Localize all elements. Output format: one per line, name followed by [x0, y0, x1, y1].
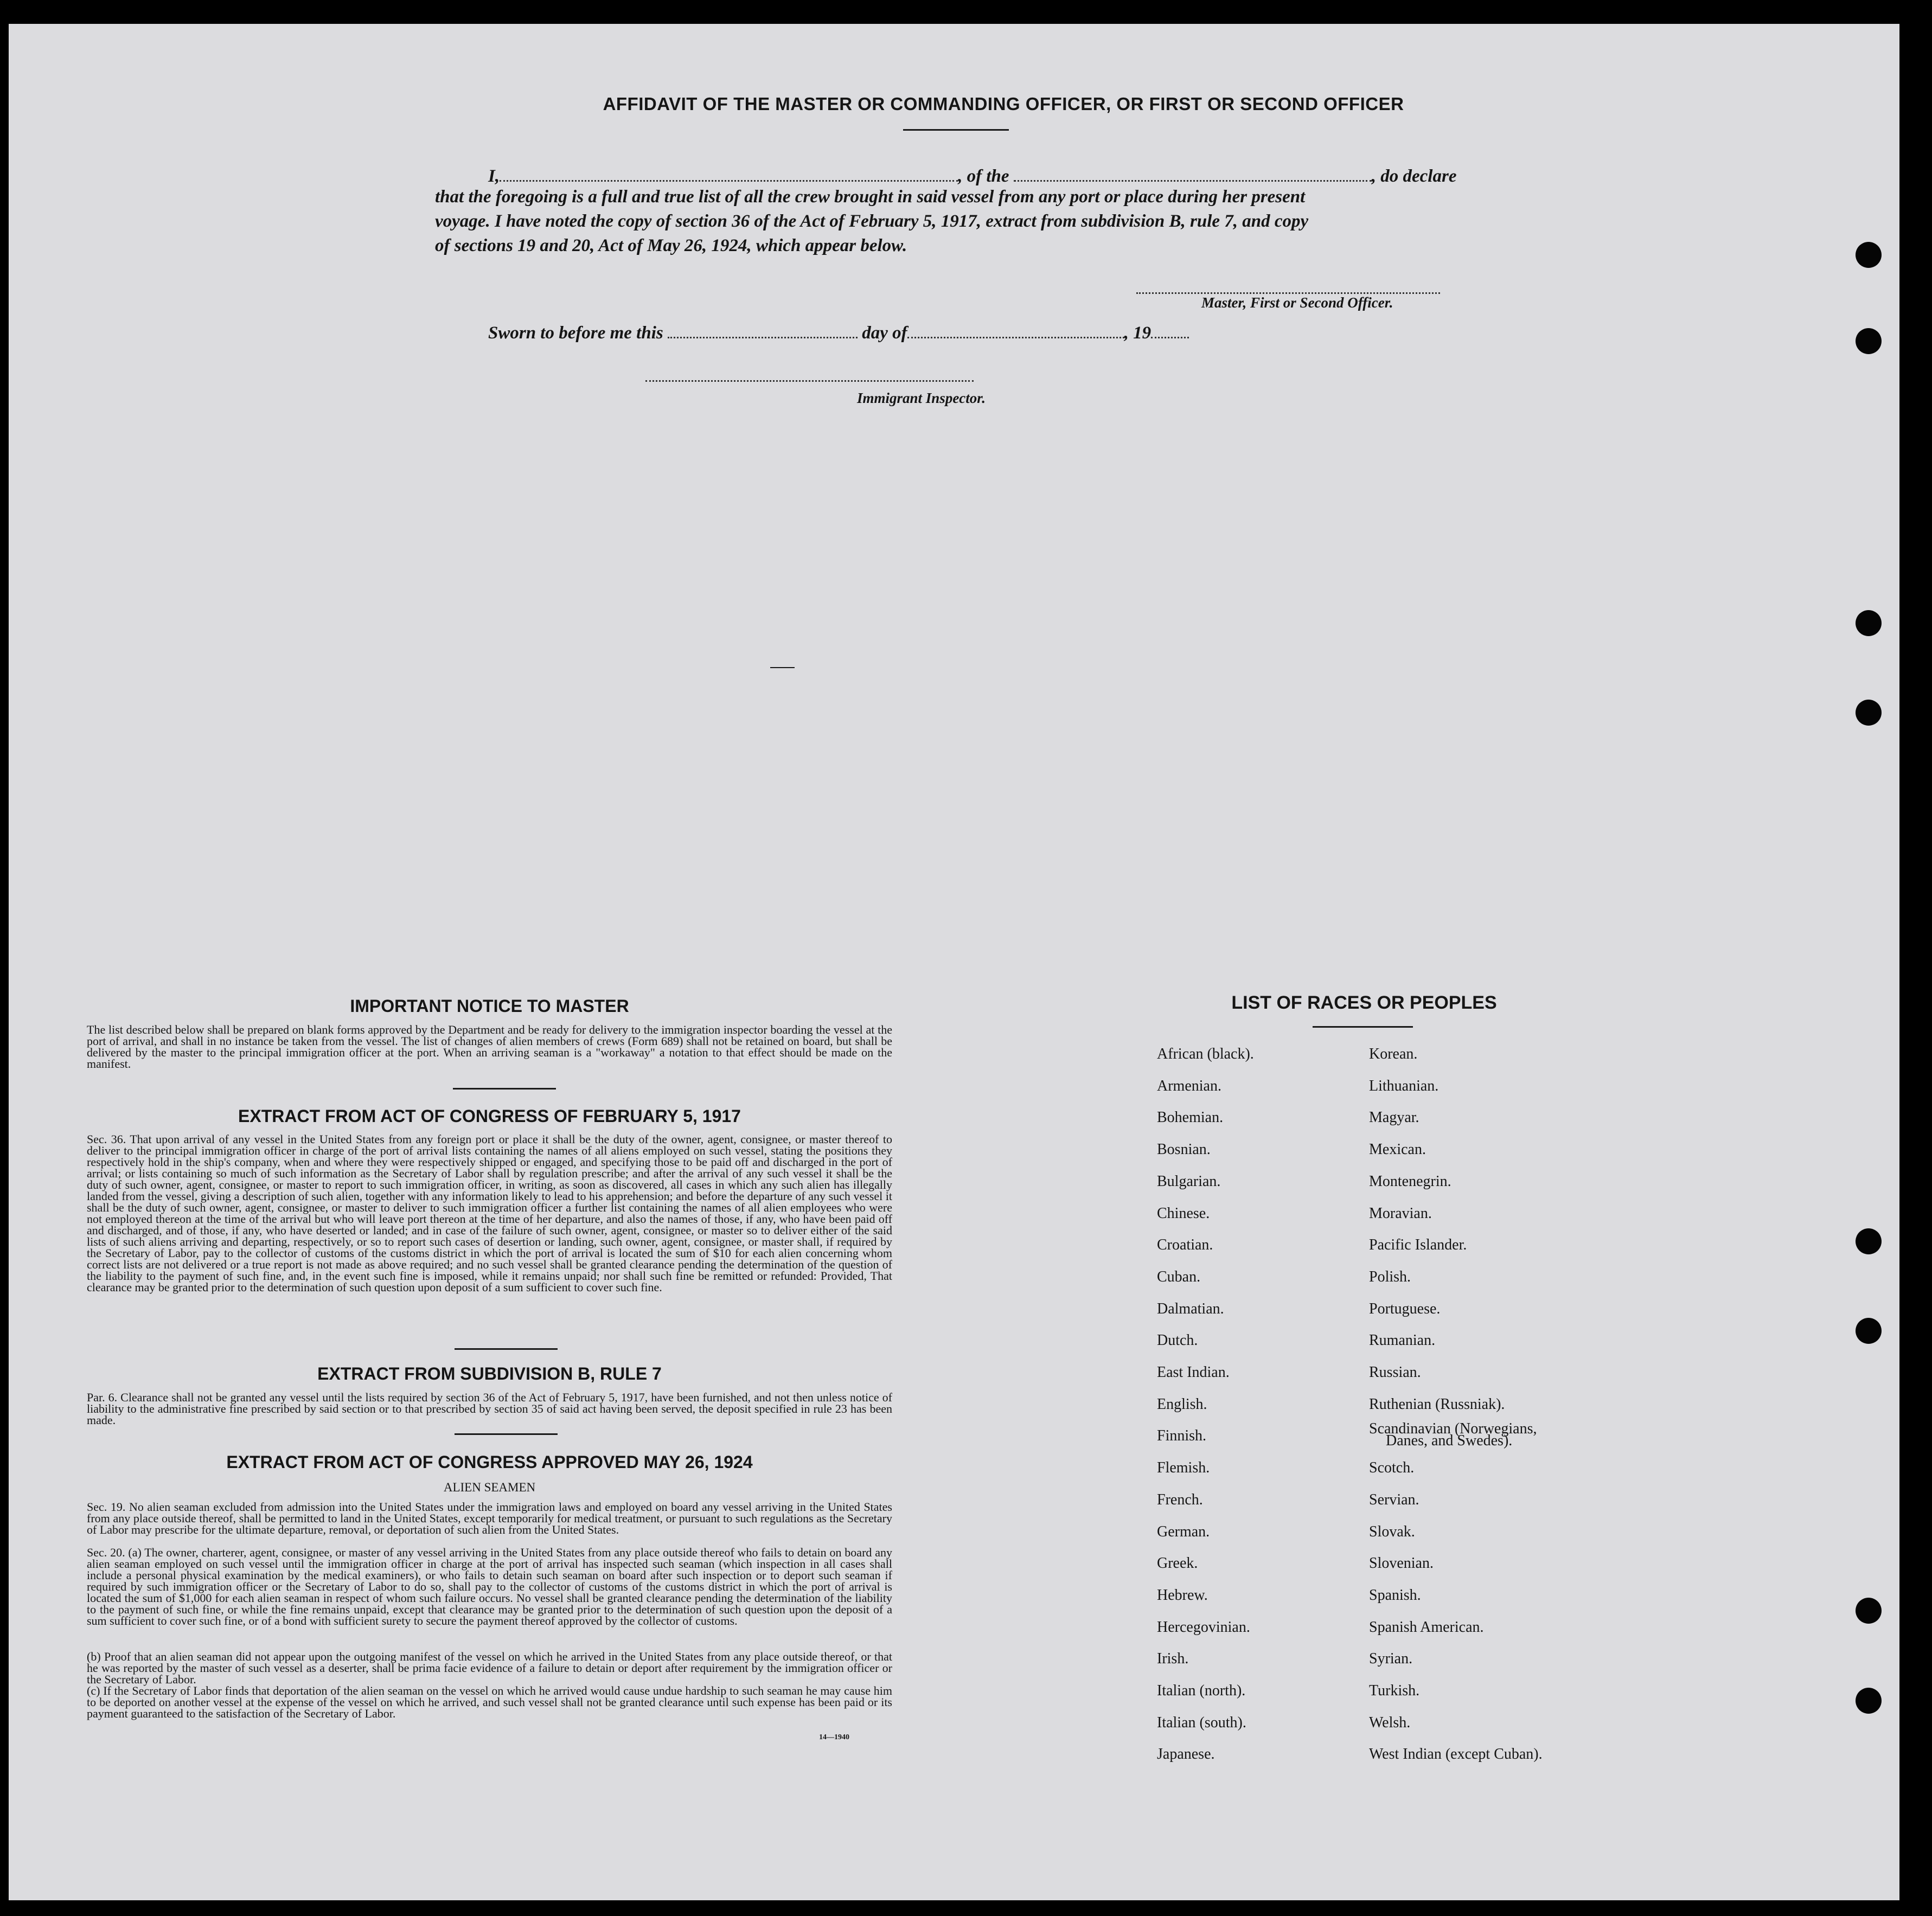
- race-item-right: Montenegrin.: [1369, 1173, 1451, 1190]
- punch-hole-5: [1856, 1228, 1882, 1254]
- inspector-signature-line[interactable]: [645, 378, 974, 382]
- stray-mark: [770, 667, 795, 668]
- race-item-left: Dutch.: [1157, 1332, 1198, 1349]
- race-item-left: Chinese.: [1157, 1205, 1210, 1222]
- race-item-left: African (black).: [1157, 1046, 1254, 1062]
- race-item-left: Hercegovinian.: [1157, 1619, 1250, 1636]
- races-title-rule: [1313, 1026, 1413, 1028]
- race-item-left: East Indian.: [1157, 1364, 1230, 1381]
- race-item-right: Syrian.: [1369, 1650, 1413, 1667]
- sworn-year: , 19: [1124, 323, 1151, 343]
- race-item-right: Portuguese.: [1369, 1300, 1441, 1317]
- race-scandinavian-cont: Danes, and Swedes).: [1386, 1432, 1513, 1449]
- form-number: 14—1940: [819, 1733, 849, 1741]
- affidavit-line-2: that the foregoing is a full and true list of all the crew brought in said vessel from any port or place during her present: [435, 187, 1306, 207]
- race-item-left: Dalmatian.: [1157, 1300, 1224, 1317]
- race-item-left: Hebrew.: [1157, 1587, 1208, 1604]
- punch-hole-3: [1856, 610, 1882, 636]
- notice-rule: [453, 1088, 556, 1090]
- extract-1924-subtitle: ALIEN SEAMEN: [443, 1481, 536, 1494]
- extract-rule7-text: Par. 6. Clearance shall not be granted any vessel until the lists required by section 36 of the Act of February 5, 1917, have been furnished, and not then unless notice of liability to the administrative fine prescribed by said section or to that prescribed by section 35 of said act having been served, the deposit specified in rule 23 has been made.: [87, 1390, 892, 1427]
- master-signature-line[interactable]: [1136, 290, 1440, 294]
- punch-hole-8: [1856, 1688, 1882, 1714]
- race-item-right: Turkish.: [1369, 1682, 1420, 1699]
- affidavit-of-the: , of the: [958, 166, 1009, 186]
- extract-1917-text: Sec. 36. That upon arrival of any vessel in the United States from any foreign port or place it shall be the duty of the owner, agent, consignee, or master thereof to deliver to the principal immigration officer in charge of the port of arrival lists containing the names of all aliens employed on such vessel, stating the positions they respectively hold in the ship's company, when and where they were respectively shipped or engaged, and specifying those to be paid off and discharged in the port of arrival; or lists containing so much of such information as the Secretary of Labor shall by regulation prescribe; and after the arrival of any such vessel it shall be the duty of such owner, agent, consignee, or master to report to such immigration officer, in writing, as soon as discovered, all cases in which any such alien has illegally landed from the vessel, giving a description of such alien, together with any information likely to lead to his apprehension; and before the departure of any such vessel it shall be the duty of such owner, agent, consignee, or master to deliver to such immigration officer a further list containing the names of all alien employees who were not employed thereon at the time of the arrival but who will leave port thereon at the time of her departure, and also the names of those, if any, who have been paid off and discharged, and of those, if any, who have deserted or landed; and in case of the failure of such owner, agent, consignee, or master so to deliver either of the said lists of such aliens arriving and departing, respectively, or so to report such cases of desertion or landing, such owner, agent, consignee, or master shall, if required by the Secretary of Labor, pay to the collector of customs of the customs district in which the port of arrival is located the sum of $10 for each alien concerning whom correct lists are not delivered or a true report is not made as above required; and no such vessel shall be granted clearance pending the determination of the question of the liability to the payment of such fine, and, in the event such fine is imposed, while it remains unpaid; nor shall such fine be remitted or refunded: Provided, That clearance may be granted prior to the determination of such question upon deposit of a sum sufficient to cover such fine.: [87, 1132, 892, 1294]
- extract-1917-rule: [455, 1348, 558, 1350]
- race-item-left: French.: [1157, 1491, 1203, 1508]
- affidavit-declare: , do declare: [1371, 166, 1457, 186]
- race-item-right: Spanish.: [1369, 1587, 1421, 1604]
- punch-hole-2: [1856, 328, 1882, 354]
- affidavit-line-4: of sections 19 and 20, Act of May 26, 1924, which appear below.: [435, 236, 907, 255]
- punch-hole-1: [1856, 242, 1882, 268]
- inspector-label: Immigrant Inspector.: [857, 390, 986, 406]
- name-blank[interactable]: [500, 164, 958, 182]
- race-item-right: Ruthenian (Russniak).: [1369, 1396, 1505, 1413]
- race-item-left: Irish.: [1157, 1650, 1189, 1667]
- notice-text: The list described below shall be prepared on blank forms approved by the Department and be ready for delivery to the immigration inspector boarding the vessel at the port of arrival, and shall in no instance be taken from the vessel. The list of changes of alien members of crews (Form 689) shall not be retained on board, but shall be delivered by the master to the principal immigration officer at the port. When an arriving seaman is a "workaway" a notation to that effect should be made on the manifest.: [87, 1023, 892, 1071]
- sworn-year-blank[interactable]: [1151, 321, 1189, 338]
- race-item-right: West Indian (except Cuban).: [1369, 1746, 1543, 1763]
- sec20c-text: (c) If the Secretary of Labor finds that deportation of the alien seaman on the vessel on which he arrived would cause undue hardship to such seaman he may cause him to be deported on another vessel at the expense of the vessel on which he arrived, and such vessel shall not be granted clearance until such expense has been paid or its payment guaranteed to the satisfaction of the Secretary of Labor.: [87, 1684, 892, 1720]
- extract-1924-title: EXTRACT FROM ACT OF CONGRESS APPROVED MAY 26, 1924: [226, 1452, 753, 1472]
- race-item-right: Servian.: [1369, 1491, 1419, 1508]
- extract-rule7-title: EXTRACT FROM SUBDIVISION B, RULE 7: [317, 1364, 662, 1383]
- race-item-left: Finnish.: [1157, 1427, 1207, 1444]
- race-item-right: Rumanian.: [1369, 1332, 1436, 1349]
- race-item-left: English.: [1157, 1396, 1207, 1413]
- affidavit-title: AFFIDAVIT OF THE MASTER OR COMMANDING OFFICER, OR FIRST OR SECOND OFFICER: [603, 94, 1404, 114]
- sworn-month-blank[interactable]: [907, 321, 1124, 338]
- race-item-right: Korean.: [1369, 1046, 1418, 1062]
- race-item-right: Spanish American.: [1369, 1619, 1484, 1636]
- race-item-left: German.: [1157, 1523, 1210, 1540]
- sworn-prefix: Sworn to before me this: [488, 323, 663, 343]
- sec20b-text: (b) Proof that an alien seaman did not appear upon the outgoing manifest of the vessel on which he arrived in the United States from any place outside thereof, or that he was reported by the master of such vessel as a deserter, shall be prima facie evidence of a failure to detain or deport after requirement by the immigration officer or the Secretary of Labor.: [87, 1650, 892, 1686]
- race-item-right: Moravian.: [1369, 1205, 1432, 1222]
- extract-rule7-rule: [455, 1433, 558, 1435]
- affidavit-title-rule: [903, 129, 1009, 131]
- sec19-text: Sec. 19. No alien seaman excluded from admission into the United States under the immigration laws and employed on board any vessel arriving in the United States from any place outside thereof, shall be permitted to land in the United States, except temporarily for medical treatment, or pursuant to such regulations as the Secretary of Labor may prescribe for the ultimate departure, removal, or deportation of such alien from the United States.: [87, 1500, 892, 1536]
- sworn-day-blank[interactable]: [668, 321, 858, 338]
- race-item-right: Russian.: [1369, 1364, 1421, 1381]
- affidavit-i: I,: [488, 166, 500, 186]
- race-item-left: Croatian.: [1157, 1236, 1213, 1253]
- race-item-right: Mexican.: [1369, 1141, 1426, 1158]
- race-item-right: Scandinavian (Norwegians,: [1369, 1420, 1537, 1437]
- affidavit-line-3: voyage. I have noted the copy of section 36 of the Act of February 5, 1917, extract from subdivision B, rule 7, and copy: [435, 212, 1309, 231]
- races-title: LIST OF RACES OR PEOPLES: [1231, 992, 1497, 1013]
- punch-hole-4: [1856, 700, 1882, 726]
- punch-hole-7: [1856, 1598, 1882, 1624]
- affidavit-line-1: [488, 164, 1481, 187]
- race-item-left: Bosnian.: [1157, 1141, 1211, 1158]
- sworn-day-of: day of: [862, 323, 907, 343]
- race-item-right: Magyar.: [1369, 1109, 1419, 1126]
- extract-1917-title: EXTRACT FROM ACT OF CONGRESS OF FEBRUARY 5, 1917: [238, 1106, 741, 1126]
- race-item-left: Japanese.: [1157, 1746, 1215, 1763]
- punch-hole-6: [1856, 1318, 1882, 1344]
- race-item-right: Lithuanian.: [1369, 1078, 1439, 1094]
- sworn-line: [488, 321, 1189, 343]
- master-signature-label: Master, First or Second Officer.: [1201, 294, 1393, 311]
- notice-title: IMPORTANT NOTICE TO MASTER: [350, 996, 629, 1016]
- race-item-left: Armenian.: [1157, 1078, 1221, 1094]
- race-item-right: Slovenian.: [1369, 1555, 1434, 1572]
- race-item-left: Flemish.: [1157, 1459, 1210, 1476]
- race-item-right: Pacific Islander.: [1369, 1236, 1467, 1253]
- race-item-right: Polish.: [1369, 1268, 1411, 1285]
- race-item-left: Greek.: [1157, 1555, 1198, 1572]
- race-item-right: Scotch.: [1369, 1459, 1415, 1476]
- sec20a-text: Sec. 20. (a) The owner, charterer, agent, consignee, or master of any vessel arriving in the United States from any place outside thereof who fails to detain on board any alien seaman employed on such vessel until the immigration officer in charge at the port of arrival has inspected such seaman (which inspection in all cases shall include a personal physical examination by the medical examiners), or who fails to detain such seaman on board after such inspection or to deport such seaman if required by such immigration officer or the Secretary of Labor to do so, shall pay to the collector of customs of the customs district in which the port of arrival is located the sum of $1,000 for each alien seaman in respect of whom such failure occurs. No vessel shall be granted clearance pending the determination of the liability to the payment of such fine, or while the fine remains unpaid, except that clearance may be granted prior to the determination of such question upon the deposit of a sum sufficient to cover such fine, or of a bond with sufficient surety to secure the payment thereof approved by the collector of customs.: [87, 1546, 892, 1627]
- race-item-left: Bulgarian.: [1157, 1173, 1221, 1190]
- race-item-left: Italian (north).: [1157, 1682, 1246, 1699]
- race-item-left: Italian (south).: [1157, 1714, 1246, 1731]
- vessel-blank[interactable]: [1014, 164, 1372, 182]
- race-item-left: Cuban.: [1157, 1268, 1201, 1285]
- race-item-right: Welsh.: [1369, 1714, 1411, 1731]
- race-item-left: Bohemian.: [1157, 1109, 1224, 1126]
- race-item-right: Slovak.: [1369, 1523, 1415, 1540]
